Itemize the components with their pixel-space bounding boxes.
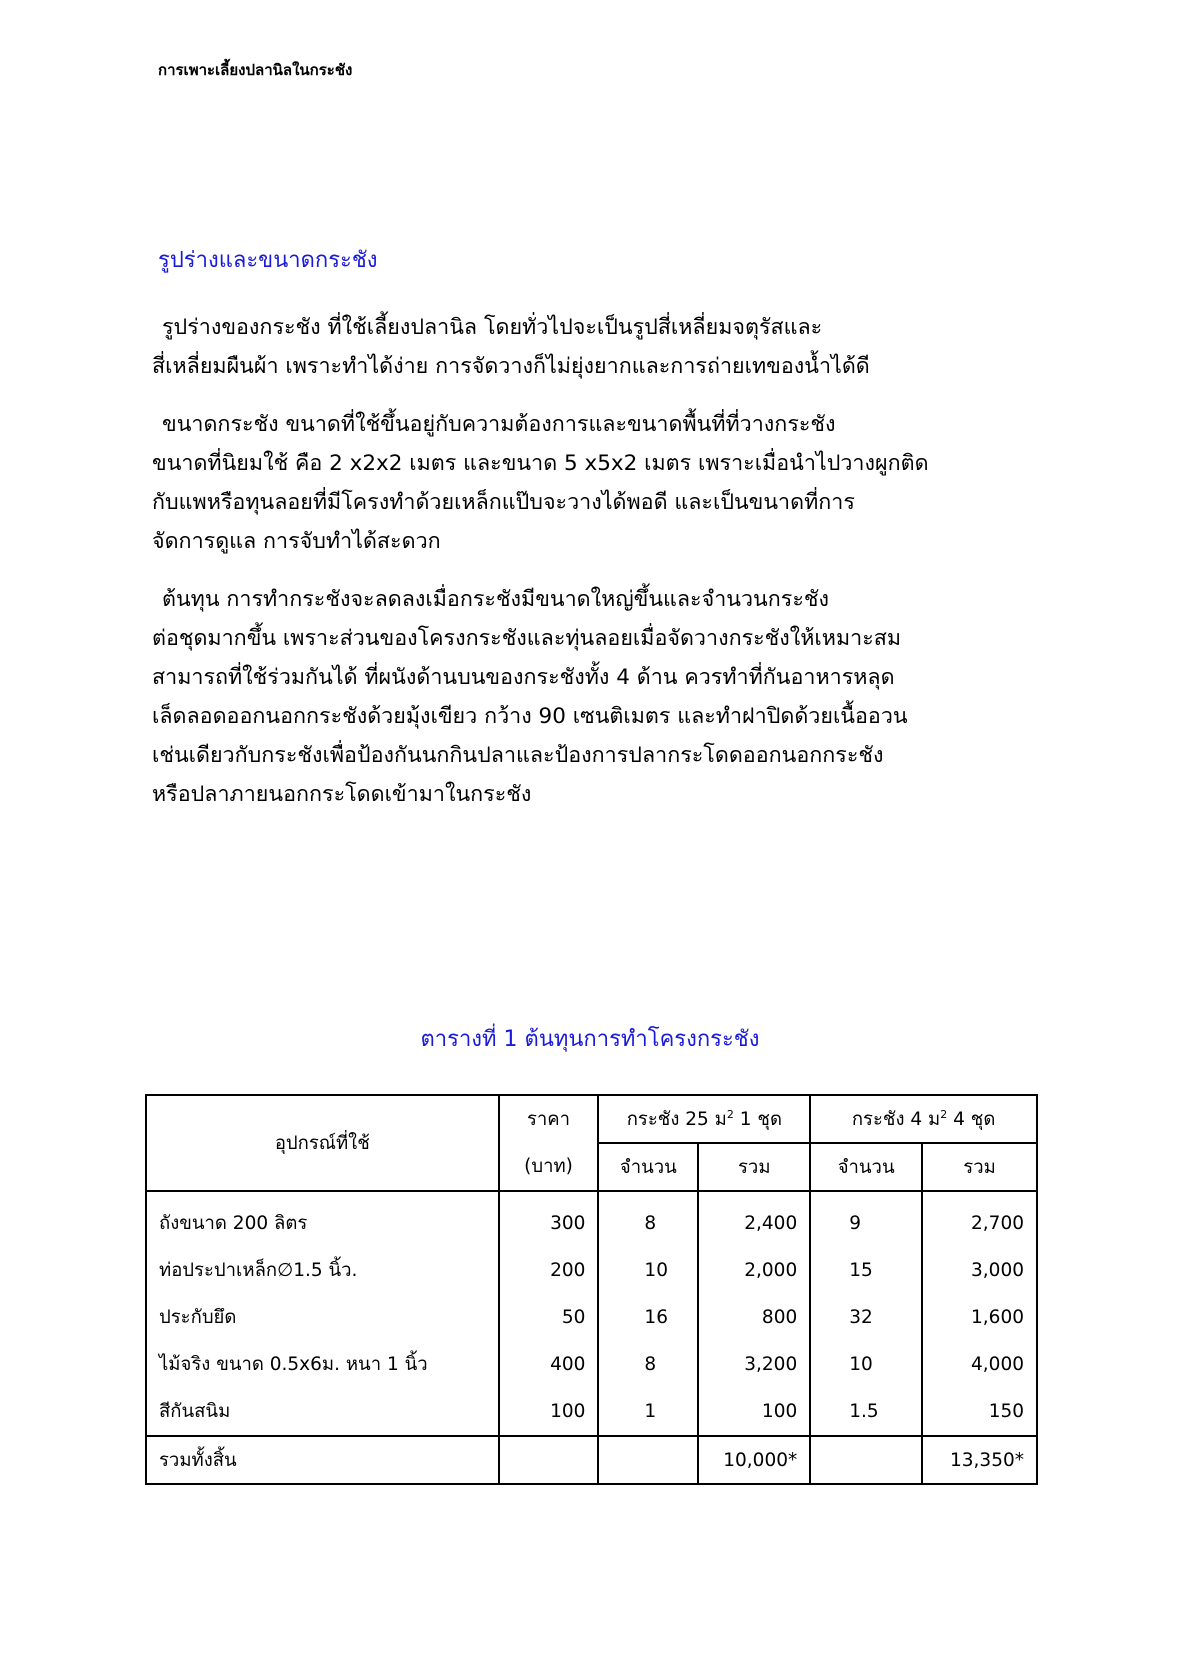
cell-total-2: 3,000 <box>922 1247 1037 1294</box>
cell-qty-1: 1 <box>598 1388 698 1436</box>
cell-empty <box>598 1436 698 1484</box>
table-row <box>146 1191 1037 1247</box>
cell-total-2: 150 <box>922 1388 1037 1436</box>
cell-qty-1: 16 <box>598 1294 698 1341</box>
cell-qty-2: 15 <box>810 1247 922 1294</box>
cost-table <box>145 1094 1038 1485</box>
cell-price: 400 <box>499 1341 599 1388</box>
cell-total-2: 2,700 <box>922 1191 1037 1247</box>
text-line: ต้นทุน การทำกระชังจะลดลงเมื่อกระชังมีขนาดใหญ่ขึ้นและจำนวนกระชัง <box>162 587 829 612</box>
cell-qty-2: 9 <box>810 1191 922 1247</box>
cell-item: ถังขนาด 200 ลิตร <box>146 1191 499 1247</box>
table-total-row <box>146 1436 1037 1484</box>
cell-total-1: 100 <box>698 1388 810 1436</box>
cell-price: 300 <box>499 1191 599 1247</box>
cell-price: 200 <box>499 1247 599 1294</box>
text-line: ต่อชุดมากขึ้น เพราะส่วนของโครงกระชังและทุ่นลอยเมื่อจัดวางกระชังให้เหมาะสม <box>152 626 902 651</box>
cell-qty-2: 10 <box>810 1341 922 1388</box>
table-row <box>146 1294 1037 1341</box>
cell-item: ท่อประปาเหล็ก∅1.5 นิ้ว. <box>146 1247 499 1294</box>
cell-item: ไม้จริง ขนาด 0.5x6ม. หนา 1 นิ้ว <box>146 1341 499 1388</box>
text-line: เช่นเดียวกับกระชังเพื่อป้องกันนกกินปลาและป้องการปลากระโดดออกนอกกระชัง <box>152 743 884 768</box>
header-total-1: รวม <box>698 1143 810 1191</box>
table-row <box>146 1247 1037 1294</box>
header-qty-2: จำนวน <box>810 1143 922 1191</box>
table-caption: ตารางที่ 1 ต้นทุนการทำโครงกระชัง <box>420 1027 760 1052</box>
text-line: รูปร่างของกระชัง ที่ใช้เลี้ยงปลานิล โดยทั่วไปจะเป็นรูปสี่เหลี่ยมจตุรัสและ <box>162 315 823 340</box>
cell-total-1: 2,000 <box>698 1247 810 1294</box>
cell-qty-1: 8 <box>598 1191 698 1247</box>
header-group-4: กระชัง 4 ม$^2$ 4 ชุด <box>810 1095 1037 1143</box>
text-line: ขนาดกระชัง ขนาดที่ใช้ขึ้นอยู่กับความต้องการและขนาดพื้นที่ที่วางกระชัง <box>162 412 836 437</box>
text-line: กับแพหรือทุนลอยที่มีโครงทำด้วยเหล็กแป๊บจะวางได้พอดี และเป็นขนาดที่การ <box>152 490 855 515</box>
cell-grand-total-1: 10,000* <box>698 1436 810 1484</box>
paragraph-size <box>152 405 1052 561</box>
cell-grand-total-2: 13,350* <box>922 1436 1037 1484</box>
header-item: อุปกรณ์ที่ใช้ <box>146 1095 499 1191</box>
text-line: สามารถที่ใช้ร่วมกันได้ ที่ผนังด้านบนของกระชังทั้ง 4 ด้าน ควรทำที่กันอาหารหลุด <box>152 665 895 690</box>
header-qty-1: จำนวน <box>598 1143 698 1191</box>
text-line: ขนาดที่นิยมใช้ คือ 2 x2x2 เมตร และขนาด 5 x5x2 เมตร เพราะเมื่อนำไปวางผูกติด <box>152 451 929 476</box>
header-price-unit: (บาท) <box>499 1143 599 1191</box>
header-group-25: กระชัง 25 ม$^2$ 1 ชุด <box>598 1095 810 1143</box>
cell-qty-2: 32 <box>810 1294 922 1341</box>
cell-empty <box>810 1436 922 1484</box>
cell-total-1: 800 <box>698 1294 810 1341</box>
header-price: ราคา <box>499 1095 599 1143</box>
header-total-2: รวม <box>922 1143 1037 1191</box>
cell-total-label: รวมทั้งสิ้น <box>146 1436 499 1484</box>
table-row <box>146 1341 1037 1388</box>
cell-item: สีกันสนิม <box>146 1388 499 1436</box>
text-line: สี่เหลี่ยมผืนผ้า เพราะทำได้ง่าย การจัดวางก็ไม่ยุ่งยากและการถ่ายเทของน้ำได้ดี <box>152 354 870 379</box>
cell-item: ประกับยึด <box>146 1294 499 1341</box>
cell-qty-2: 1.5 <box>810 1388 922 1436</box>
text-line: จัดการดูแล การจับทำได้สะดวก <box>152 529 441 554</box>
text-line: เล็ดลอดออกนอกกระชังด้วยมุ้งเขียว กว้าง 90 เซนติเมตร และทำฝาปิดด้วยเนื้ออวน <box>152 704 908 729</box>
text-line: หรือปลาภายนอกกระโดดเข้ามาในกระชัง <box>152 782 532 807</box>
paragraph-cost <box>152 580 1052 814</box>
cell-qty-1: 10 <box>598 1247 698 1294</box>
page-header: การเพาะเลี้ยงปลานิลในกระชัง <box>158 61 353 79</box>
cell-total-1: 2,400 <box>698 1191 810 1247</box>
cell-total-2: 1,600 <box>922 1294 1037 1341</box>
cell-qty-1: 8 <box>598 1341 698 1388</box>
cell-price: 50 <box>499 1294 599 1341</box>
table-row <box>146 1388 1037 1436</box>
body-text <box>152 308 1052 833</box>
cell-price: 100 <box>499 1388 599 1436</box>
cell-empty <box>499 1436 599 1484</box>
section-title: รูปร่างและขนาดกระชัง <box>158 248 378 273</box>
cell-total-1: 3,200 <box>698 1341 810 1388</box>
paragraph-shape <box>152 308 1052 386</box>
cell-total-2: 4,000 <box>922 1341 1037 1388</box>
